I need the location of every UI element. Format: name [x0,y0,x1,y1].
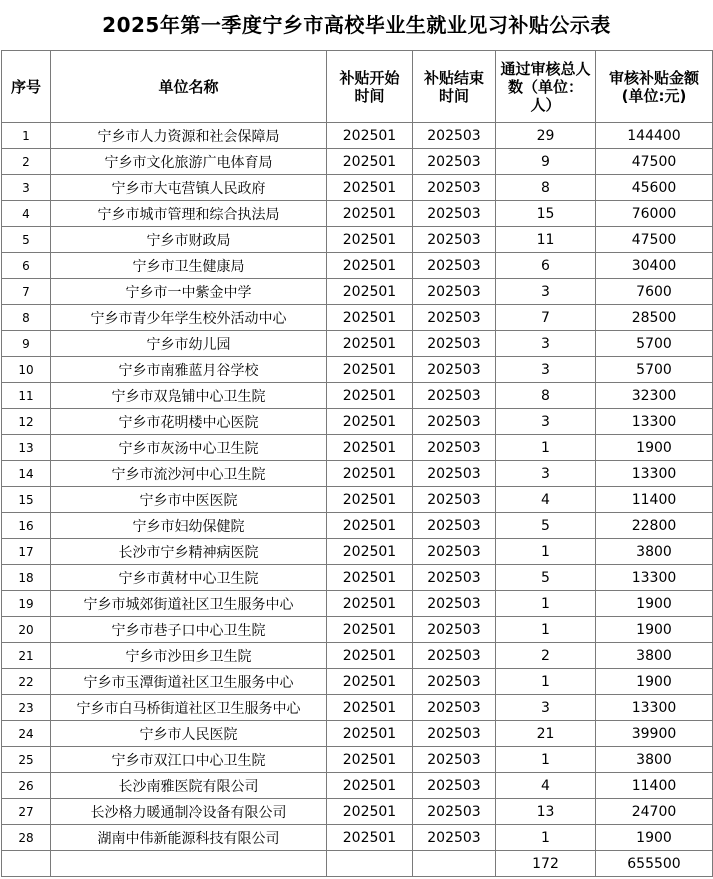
row-amount: 13300 [596,409,713,435]
table-row [2,617,713,643]
row-unit-name: 宁乡市中医医院 [51,487,327,513]
table-row [2,279,713,305]
row-count: 3 [496,357,596,383]
header-unit-name: 单位名称 [51,51,327,123]
row-amount: 5700 [596,331,713,357]
table-row [2,487,713,513]
row-amount: 28500 [596,305,713,331]
row-amount: 1900 [596,435,713,461]
row-index: 20 [2,617,51,643]
row-unit-name: 宁乡市幼儿园 [51,331,327,357]
table-row [2,513,713,539]
row-count: 1 [496,435,596,461]
row-index: 6 [2,253,51,279]
row-unit-name: 长沙格力暖通制冷设备有限公司 [51,799,327,825]
row-unit-name: 宁乡市城郊街道社区卫生服务中心 [51,591,327,617]
total-amount: 655500 [596,851,713,877]
row-index: 12 [2,409,51,435]
table-row [2,305,713,331]
row-start: 202501 [327,175,413,201]
row-end: 202503 [413,305,496,331]
row-amount: 3800 [596,539,713,565]
row-end: 202503 [413,669,496,695]
row-end: 202503 [413,331,496,357]
table-row [2,331,713,357]
row-start: 202501 [327,487,413,513]
total-start [327,851,413,877]
row-count: 1 [496,825,596,851]
table-row [2,643,713,669]
table-row [2,383,713,409]
total-row [2,851,713,877]
row-count: 1 [496,747,596,773]
table-body [2,123,713,851]
row-unit-name: 湖南中伟新能源科技有限公司 [51,825,327,851]
row-end: 202503 [413,825,496,851]
row-start: 202501 [327,591,413,617]
row-amount: 1900 [596,825,713,851]
row-amount: 76000 [596,201,713,227]
row-end: 202503 [413,565,496,591]
row-start: 202501 [327,383,413,409]
total-unit [51,851,327,877]
table-row [2,149,713,175]
row-count: 21 [496,721,596,747]
table-row [2,123,713,149]
row-end: 202503 [413,539,496,565]
row-unit-name: 宁乡市花明楼中心医院 [51,409,327,435]
row-count: 3 [496,331,596,357]
row-amount: 22800 [596,513,713,539]
row-index: 5 [2,227,51,253]
table-row [2,799,713,825]
row-amount: 13300 [596,565,713,591]
row-start: 202501 [327,461,413,487]
row-end: 202503 [413,461,496,487]
row-index: 28 [2,825,51,851]
row-index: 10 [2,357,51,383]
row-amount: 13300 [596,461,713,487]
row-index: 16 [2,513,51,539]
table-row [2,461,713,487]
row-start: 202501 [327,799,413,825]
row-unit-name: 宁乡市青少年学生校外活动中心 [51,305,327,331]
row-amount: 13300 [596,695,713,721]
row-start: 202501 [327,201,413,227]
row-count: 6 [496,253,596,279]
row-index: 24 [2,721,51,747]
row-start: 202501 [327,409,413,435]
row-index: 22 [2,669,51,695]
row-start: 202501 [327,357,413,383]
row-end: 202503 [413,357,496,383]
table-row [2,201,713,227]
row-count: 2 [496,643,596,669]
row-end: 202503 [413,201,496,227]
row-unit-name: 宁乡市人力资源和社会保障局 [51,123,327,149]
row-amount: 11400 [596,487,713,513]
header-row [2,51,713,123]
row-end: 202503 [413,123,496,149]
row-amount: 1900 [596,669,713,695]
table-row [2,357,713,383]
row-unit-name: 宁乡市大屯营镇人民政府 [51,175,327,201]
row-unit-name: 宁乡市文化旅游广电体育局 [51,149,327,175]
row-index: 21 [2,643,51,669]
row-index: 15 [2,487,51,513]
header-count: 通过审核总人数（单位：人） [496,51,596,123]
row-count: 3 [496,409,596,435]
row-unit-name: 宁乡市黄材中心卫生院 [51,565,327,591]
row-start: 202501 [327,513,413,539]
table-row [2,539,713,565]
row-end: 202503 [413,487,496,513]
row-index: 1 [2,123,51,149]
row-amount: 47500 [596,149,713,175]
row-unit-name: 宁乡市巷子口中心卫生院 [51,617,327,643]
row-count: 7 [496,305,596,331]
row-count: 1 [496,617,596,643]
total-index [2,851,51,877]
row-start: 202501 [327,435,413,461]
row-index: 8 [2,305,51,331]
row-start: 202501 [327,747,413,773]
table-row [2,669,713,695]
row-end: 202503 [413,721,496,747]
table-row [2,409,713,435]
row-amount: 144400 [596,123,713,149]
header-amount: 审核补贴金额(单位:元) [596,51,713,123]
row-amount: 3800 [596,747,713,773]
row-unit-name: 宁乡市玉潭街道社区卫生服务中心 [51,669,327,695]
table-row [2,747,713,773]
row-amount: 7600 [596,279,713,305]
row-end: 202503 [413,227,496,253]
row-start: 202501 [327,565,413,591]
table-row [2,253,713,279]
row-end: 202503 [413,435,496,461]
row-amount: 1900 [596,591,713,617]
table-row [2,825,713,851]
row-count: 9 [496,149,596,175]
row-count: 1 [496,591,596,617]
row-unit-name: 长沙南雅医院有限公司 [51,773,327,799]
row-count: 4 [496,773,596,799]
row-amount: 3800 [596,643,713,669]
row-unit-name: 宁乡市卫生健康局 [51,253,327,279]
row-start: 202501 [327,643,413,669]
row-count: 1 [496,669,596,695]
row-index: 25 [2,747,51,773]
row-index: 2 [2,149,51,175]
row-index: 9 [2,331,51,357]
total-end [413,851,496,877]
row-start: 202501 [327,331,413,357]
table-row [2,773,713,799]
header-index: 序号 [2,51,51,123]
row-amount: 24700 [596,799,713,825]
row-start: 202501 [327,669,413,695]
row-index: 19 [2,591,51,617]
row-amount: 47500 [596,227,713,253]
row-amount: 1900 [596,617,713,643]
row-end: 202503 [413,149,496,175]
row-index: 7 [2,279,51,305]
row-amount: 30400 [596,253,713,279]
row-count: 1 [496,539,596,565]
row-index: 27 [2,799,51,825]
row-index: 23 [2,695,51,721]
row-end: 202503 [413,253,496,279]
row-start: 202501 [327,773,413,799]
table-row [2,591,713,617]
row-count: 15 [496,201,596,227]
row-count: 3 [496,461,596,487]
row-end: 202503 [413,409,496,435]
row-count: 3 [496,695,596,721]
row-index: 13 [2,435,51,461]
row-start: 202501 [327,123,413,149]
row-count: 13 [496,799,596,825]
row-unit-name: 宁乡市南雅蓝月谷学校 [51,357,327,383]
row-count: 4 [496,487,596,513]
table-row [2,721,713,747]
row-start: 202501 [327,279,413,305]
row-end: 202503 [413,175,496,201]
row-unit-name: 宁乡市灰汤中心卫生院 [51,435,327,461]
row-amount: 45600 [596,175,713,201]
page-title: 2025年第一季度宁乡市高校毕业生就业见习补贴公示表 [102,13,611,37]
row-unit-name: 长沙市宁乡精神病医院 [51,539,327,565]
row-end: 202503 [413,773,496,799]
row-end: 202503 [413,383,496,409]
row-index: 4 [2,201,51,227]
row-index: 14 [2,461,51,487]
row-amount: 11400 [596,773,713,799]
row-unit-name: 宁乡市双江口中心卫生院 [51,747,327,773]
row-end: 202503 [413,591,496,617]
row-end: 202503 [413,643,496,669]
row-unit-name: 宁乡市一中紫金中学 [51,279,327,305]
row-end: 202503 [413,695,496,721]
table-row [2,695,713,721]
row-index: 3 [2,175,51,201]
row-index: 11 [2,383,51,409]
row-start: 202501 [327,695,413,721]
row-end: 202503 [413,747,496,773]
row-unit-name: 宁乡市流沙河中心卫生院 [51,461,327,487]
row-unit-name: 宁乡市双凫铺中心卫生院 [51,383,327,409]
row-unit-name: 宁乡市妇幼保健院 [51,513,327,539]
row-end: 202503 [413,513,496,539]
row-start: 202501 [327,149,413,175]
row-end: 202503 [413,799,496,825]
row-unit-name: 宁乡市城市管理和综合执法局 [51,201,327,227]
row-count: 8 [496,175,596,201]
row-unit-name: 宁乡市人民医院 [51,721,327,747]
total-count: 172 [496,851,596,877]
table-row [2,175,713,201]
row-count: 11 [496,227,596,253]
table-row [2,565,713,591]
table-row [2,435,713,461]
row-start: 202501 [327,539,413,565]
row-index: 18 [2,565,51,591]
row-count: 29 [496,123,596,149]
row-count: 5 [496,565,596,591]
row-unit-name: 宁乡市财政局 [51,227,327,253]
row-amount: 32300 [596,383,713,409]
row-start: 202501 [327,617,413,643]
row-unit-name: 宁乡市白马桥街道社区卫生服务中心 [51,695,327,721]
row-start: 202501 [327,253,413,279]
header-start: 补贴开始时间 [327,51,413,123]
row-start: 202501 [327,227,413,253]
row-start: 202501 [327,825,413,851]
row-start: 202501 [327,721,413,747]
header-end: 补贴结束时间 [413,51,496,123]
row-start: 202501 [327,305,413,331]
table-row [2,227,713,253]
row-count: 5 [496,513,596,539]
row-index: 17 [2,539,51,565]
row-end: 202503 [413,279,496,305]
row-count: 3 [496,279,596,305]
row-amount: 39900 [596,721,713,747]
row-index: 26 [2,773,51,799]
subsidy-table [1,50,713,877]
row-unit-name: 宁乡市沙田乡卫生院 [51,643,327,669]
row-end: 202503 [413,617,496,643]
row-amount: 5700 [596,357,713,383]
row-count: 8 [496,383,596,409]
